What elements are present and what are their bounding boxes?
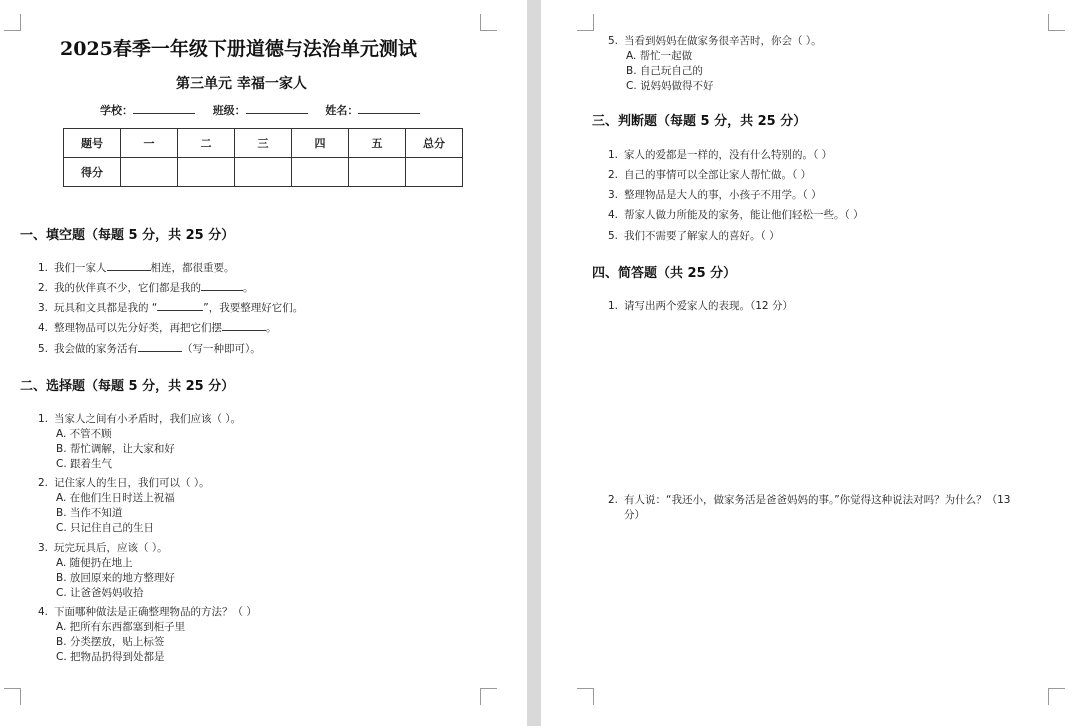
score-header-cell: 五 xyxy=(349,129,406,158)
score-header-cell: 四 xyxy=(292,129,349,158)
page-right xyxy=(541,0,1080,726)
choice-option[interactable]: C. 让爸爸妈妈收拾 xyxy=(56,587,144,599)
crop-mark xyxy=(1048,14,1065,31)
score-header-cell: 二 xyxy=(178,129,235,158)
score-table-header xyxy=(64,129,463,158)
score-cell[interactable] xyxy=(178,158,235,187)
fill-question: 2. 我的伙伴真不少，它们都是我的 。 xyxy=(38,282,254,294)
score-cell[interactable] xyxy=(121,158,178,187)
choice-question: 5. 当看到妈妈在做家务很辛苦时，你会（ ）。 xyxy=(608,35,822,47)
school-field[interactable] xyxy=(133,103,195,114)
judge-question: 1. 家人的爱都是一样的，没有什么特别的。（ ） xyxy=(608,149,833,161)
choice-question: 2. 记住家人的生日，我们可以（ ）。 xyxy=(38,477,210,489)
school-label: 学校： xyxy=(100,104,133,117)
section-title-short-answer: 四、简答题（共 25 分） xyxy=(592,266,737,281)
answer-blank[interactable] xyxy=(222,320,266,331)
choice-question: 1. 当家人之间有小矛盾时，我们应该（ ）。 xyxy=(38,413,242,425)
crop-mark xyxy=(480,14,497,31)
crop-mark xyxy=(577,14,594,31)
score-header-cell: 题号 xyxy=(64,129,121,158)
choice-option[interactable]: B. 帮忙调解，让大家和好 xyxy=(56,443,175,455)
student-info xyxy=(100,102,420,118)
short-answer-question: 2. 有人说：“我还小，做家务活是爸爸妈妈的事。”你觉得这种说法对吗？为什么？（13 xyxy=(608,494,1011,506)
name-label: 姓名： xyxy=(325,104,359,117)
choice-option[interactable]: B. 放回原来的地方整理好 xyxy=(56,572,175,584)
choice-option[interactable]: A. 不管不顾 xyxy=(56,428,112,440)
crop-mark xyxy=(577,688,594,705)
page-title: 2025春季一年级下册道德与法治单元测试 xyxy=(60,38,417,60)
fill-question: 1. 我们一家人 相连，都很重要。 xyxy=(38,262,235,274)
choice-option[interactable]: A. 帮忙一起做 xyxy=(626,50,693,62)
choice-question: 4. 下面哪种做法是正确整理物品的方法？（ ） xyxy=(38,606,257,618)
score-header-cell: 一 xyxy=(121,129,178,158)
page-left xyxy=(0,0,527,726)
answer-blank[interactable] xyxy=(138,341,182,352)
short-answer-question: 1. 请写出两个爱家人的表现。（12 分） xyxy=(608,300,793,312)
judge-question: 4. 帮家人做力所能及的家务，能让他们轻松一些。（ ） xyxy=(608,209,864,221)
answer-area[interactable] xyxy=(608,318,1048,478)
score-cell[interactable] xyxy=(235,158,292,187)
crop-mark xyxy=(4,688,21,705)
section-title-fill-blank: 一、填空题（每题 5 分，共 25 分） xyxy=(20,228,235,243)
choice-option[interactable]: C. 只记住自己的生日 xyxy=(56,522,155,534)
answer-blank[interactable] xyxy=(201,280,243,291)
score-header-cell: 总分 xyxy=(406,129,463,158)
choice-option[interactable]: C. 跟着生气 xyxy=(56,458,113,470)
choice-option[interactable]: A. 在他们生日时送上祝福 xyxy=(56,492,175,504)
section-title-true-false: 三、判断题（每题 5 分，共 25 分） xyxy=(592,114,807,129)
class-label: 班级： xyxy=(212,104,246,117)
section-title-choice: 二、选择题（每题 5 分，共 25 分） xyxy=(20,379,235,394)
score-table xyxy=(63,128,463,187)
choice-option[interactable]: C. 把物品扔得到处都是 xyxy=(56,651,165,663)
crop-mark xyxy=(1048,688,1065,705)
judge-question: 3. 整理物品是大人的事，小孩子不用学。（ ） xyxy=(608,189,822,201)
score-header-cell: 三 xyxy=(235,129,292,158)
judge-question: 2. 自己的事情可以全部让家人帮忙做。（ ） xyxy=(608,169,812,181)
choice-option[interactable]: B. 当作不知道 xyxy=(56,507,123,519)
crop-mark xyxy=(4,14,21,31)
choice-question: 3. 玩完玩具后，应该（ ）。 xyxy=(38,542,168,554)
unit-subtitle: 第三单元 幸福一家人 xyxy=(176,76,307,92)
score-cell[interactable] xyxy=(349,158,406,187)
fill-question: 5. 我会做的家务活有 （写一种即可）。 xyxy=(38,343,261,355)
choice-option[interactable]: A. 随便扔在地上 xyxy=(56,557,133,569)
score-cell[interactable] xyxy=(406,158,463,187)
choice-option[interactable]: B. 分类摆放，贴上标签 xyxy=(56,636,165,648)
score-table-row xyxy=(64,158,463,187)
crop-mark xyxy=(480,688,497,705)
judge-question: 5. 我们不需要了解家人的喜好。（ ） xyxy=(608,230,780,242)
choice-option[interactable]: A. 把所有东西都塞到柜子里 xyxy=(56,621,186,633)
short-answer-question-cont: 分） xyxy=(624,509,645,521)
score-cell[interactable] xyxy=(292,158,349,187)
answer-blank[interactable] xyxy=(157,300,203,311)
answer-blank[interactable] xyxy=(107,260,151,271)
class-field[interactable] xyxy=(246,103,308,114)
answer-area[interactable] xyxy=(608,526,1048,676)
fill-question: 4. 整理物品可以先分好类，再把它们摆 。 xyxy=(38,322,277,334)
name-field[interactable] xyxy=(358,103,420,114)
choice-option[interactable]: C. 说妈妈做得不好 xyxy=(626,80,714,92)
score-row-label: 得分 xyxy=(64,158,121,187)
fill-question: 3. 玩具和文具都是我的 “ ”，我要整理好它们。 xyxy=(38,302,304,314)
choice-option[interactable]: B. 自己玩自己的 xyxy=(626,65,703,77)
